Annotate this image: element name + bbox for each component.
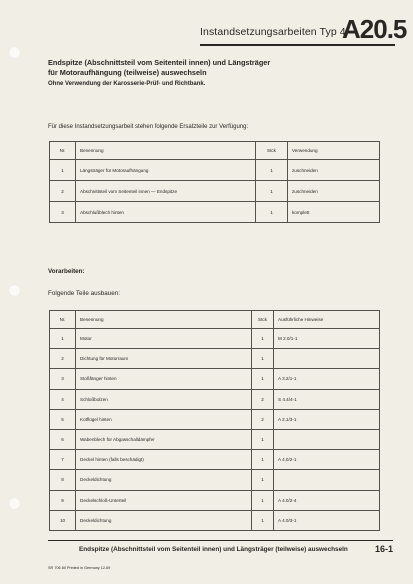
cell-nr: 1	[50, 160, 76, 181]
cell-usage: komplett	[288, 202, 380, 223]
cell-name: Stoßfänger hinten	[76, 369, 252, 389]
cell-nr: 10	[50, 510, 76, 530]
cell-qty: 1	[252, 510, 274, 530]
footer-title: Endspitze (Abschnittsteil vom Seitenteil innen) und Längsträger (teilweise) auswechseln	[79, 546, 348, 553]
page-heading	[48, 58, 378, 77]
table-row	[50, 510, 380, 530]
table-header-row	[50, 311, 380, 329]
cell-nr: 2	[50, 181, 76, 202]
column-header: Benennung	[76, 311, 252, 329]
cell-name: Schloßbolzen	[76, 389, 252, 409]
cell-reference: M 2.0/1-1	[274, 329, 380, 349]
section-title: Vorarbeiten:	[48, 268, 85, 275]
heading-line: für Motoraufhängung (teilweise) auswechseln	[48, 67, 207, 77]
cell-name: Kotflügel hinten	[76, 409, 252, 429]
punch-hole	[8, 46, 21, 59]
cell-reference	[274, 429, 380, 449]
column-header: Nr.	[50, 142, 76, 160]
punch-hole	[8, 284, 21, 297]
cell-name: Längsträger für Motoraufhängung	[76, 160, 256, 181]
table-row	[50, 450, 380, 470]
parts-table	[49, 141, 380, 223]
cell-nr: 6	[50, 429, 76, 449]
column-header: Stck	[252, 311, 274, 329]
cell-qty: 2	[252, 389, 274, 409]
cell-name: Deckel hinten (falls beschädigt)	[76, 450, 252, 470]
cell-name: Motor	[76, 329, 252, 349]
cell-qty: 1	[252, 490, 274, 510]
cell-reference: A 4.0/2-1	[274, 450, 380, 470]
cell-name: Abschlußblech hinten	[76, 202, 256, 223]
cell-name: Wabenblech für Abgasschalldämpfer	[76, 429, 252, 449]
cell-nr: 7	[50, 450, 76, 470]
cell-nr: 1	[50, 329, 76, 349]
column-header: Verwendung	[288, 142, 380, 160]
table-row	[50, 369, 380, 389]
cell-name: Deckeldichtung	[76, 510, 252, 530]
cell-qty: 1	[252, 329, 274, 349]
header-title: Instandsetzungsarbeiten Typ 4	[200, 26, 346, 38]
table-row	[50, 429, 380, 449]
cell-qty: 1	[252, 369, 274, 389]
table-row	[50, 349, 380, 369]
cell-qty: 1	[252, 450, 274, 470]
cell-name: Deckelschloß-Unterteil	[76, 490, 252, 510]
cell-name: Dichtung für Motorraum	[76, 349, 252, 369]
cell-reference: A 2.1/3-1	[274, 409, 380, 429]
cell-nr: 4	[50, 389, 76, 409]
cell-name: Deckeldichtung	[76, 470, 252, 490]
cell-qty: 1	[256, 202, 288, 223]
page-header	[200, 12, 407, 46]
table-row	[50, 389, 380, 409]
column-header: Ausführliche Hinweise	[274, 311, 380, 329]
cell-nr: 9	[50, 490, 76, 510]
cell-reference	[274, 349, 380, 369]
cell-qty: 2	[252, 409, 274, 429]
section-code: A20.5	[342, 14, 407, 44]
cell-usage: zuschneiden	[288, 181, 380, 202]
column-header: Stck	[256, 142, 288, 160]
cell-usage: zuschneiden	[288, 160, 380, 181]
table-row	[50, 202, 380, 223]
header-rule	[200, 44, 395, 46]
cell-reference	[274, 470, 380, 490]
cell-qty: 1	[252, 349, 274, 369]
cell-reference: A 4.0/3-1	[274, 510, 380, 530]
cell-nr: 8	[50, 470, 76, 490]
cell-qty: 1	[252, 470, 274, 490]
cell-nr: 3	[50, 202, 76, 223]
cell-qty: 1	[256, 160, 288, 181]
cell-reference: A 4.0/2-4	[274, 490, 380, 510]
cell-qty: 1	[252, 429, 274, 449]
cell-reference: S 4.4/4-1	[274, 389, 380, 409]
column-header: Benennung	[76, 142, 256, 160]
parts-intro: Für diese Instandsetzungsarbeit stehen folgende Ersatzteile zur Verfügung:	[48, 124, 249, 130]
cell-qty: 1	[256, 181, 288, 202]
removal-table	[49, 310, 380, 531]
cell-reference: A 3.2/1-1	[274, 369, 380, 389]
table-row	[50, 490, 380, 510]
cell-nr: 5	[50, 409, 76, 429]
page-number: 16-1	[375, 544, 394, 554]
page-subheading: Ohne Verwendung der Karosserie-Prüf- und Richtbank.	[48, 81, 206, 87]
table-row	[50, 470, 380, 490]
removal-intro: Folgende Teile ausbauen:	[48, 290, 121, 297]
column-header: Nr.	[50, 311, 76, 329]
table-row	[50, 329, 380, 349]
footer-rule	[48, 540, 393, 541]
table-row	[50, 160, 380, 181]
print-line: SR 706 80 Printed in Germany 12.69	[48, 566, 111, 570]
table-row	[50, 409, 380, 429]
heading-line: Endspitze (Abschnittsteil vom Seitenteil innen) und Längsträger	[48, 58, 271, 67]
cell-name: Abschnittsteil vom Seitenteil innen — Endspitze	[76, 181, 256, 202]
table-header-row	[50, 142, 380, 160]
punch-hole	[8, 497, 21, 510]
table-row	[50, 181, 380, 202]
cell-nr: 2	[50, 349, 76, 369]
cell-nr: 3	[50, 369, 76, 389]
